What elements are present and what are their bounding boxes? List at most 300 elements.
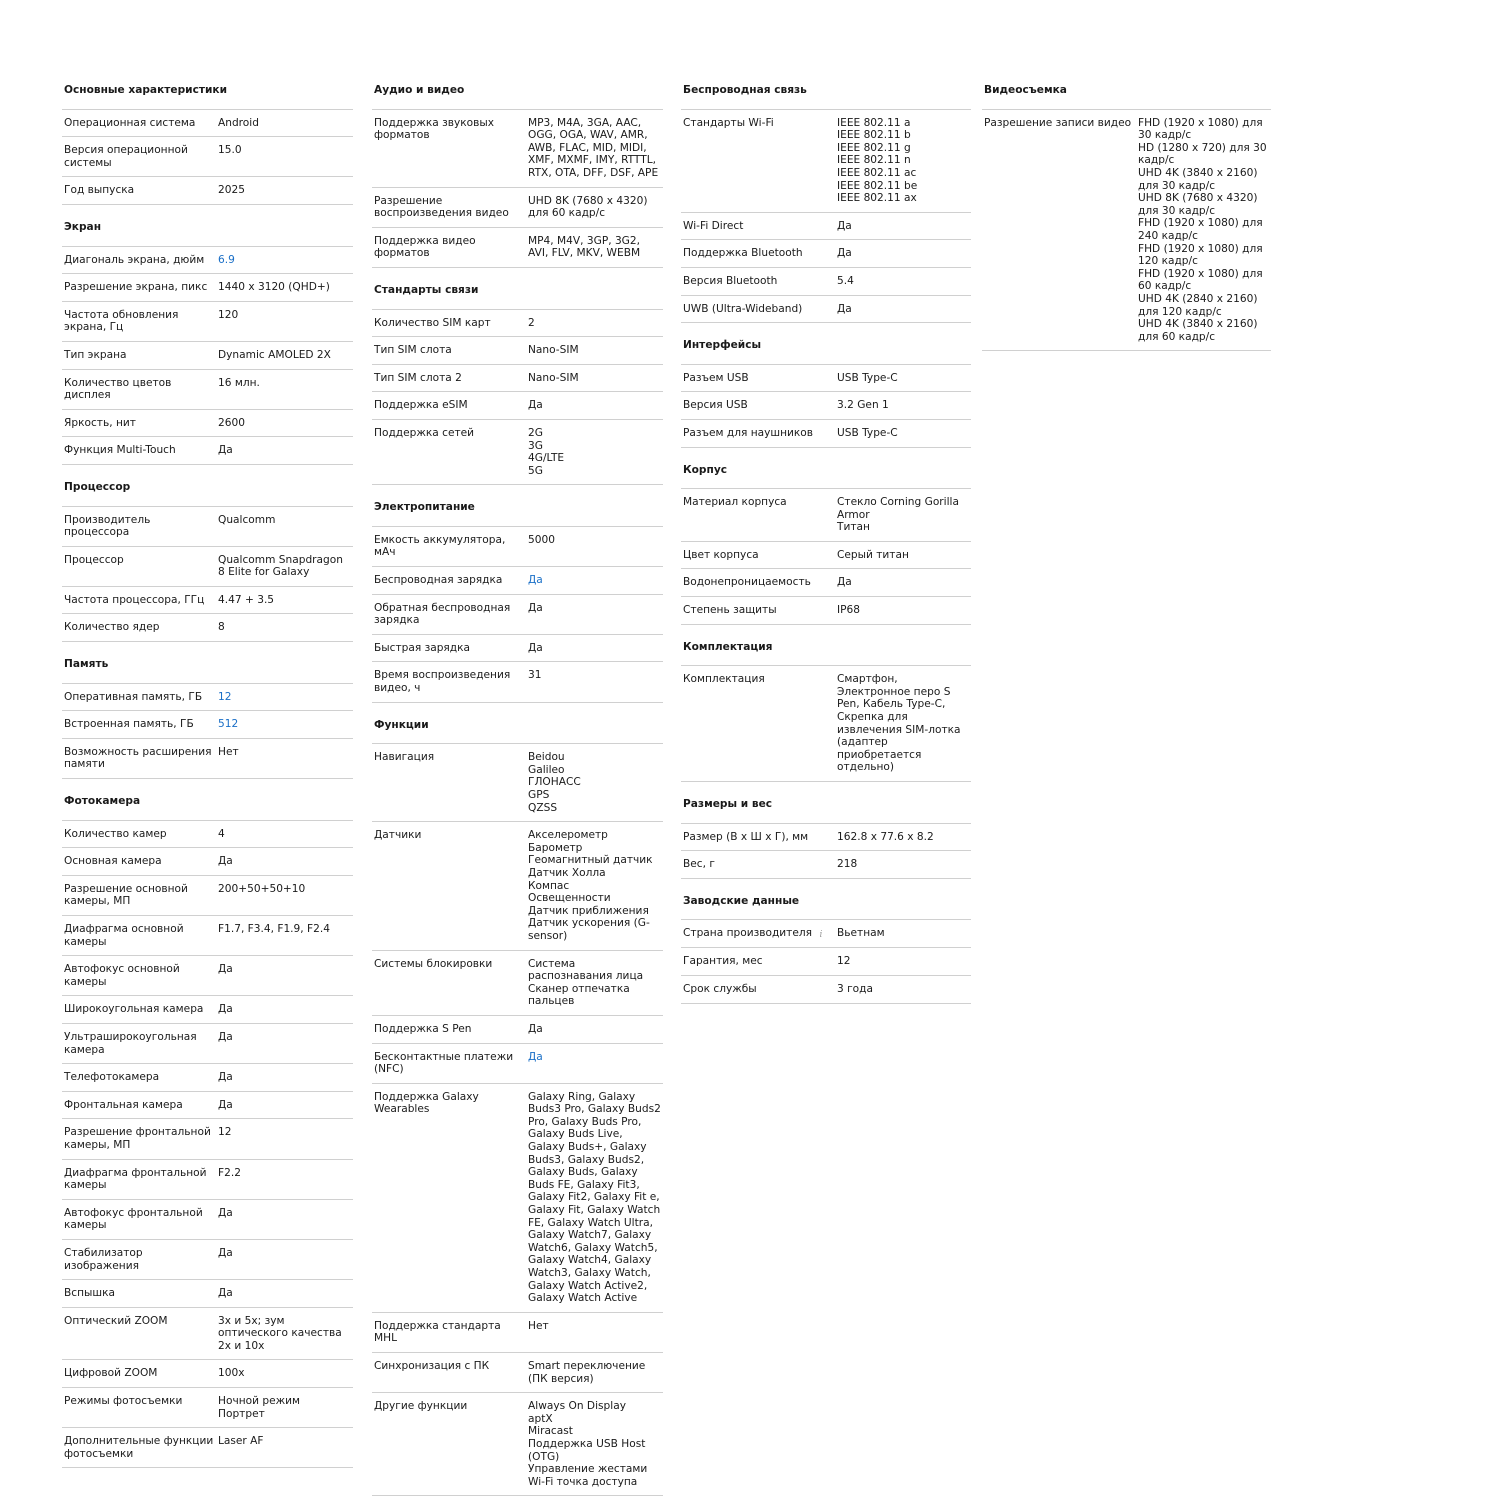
spec-label-text: Поддержка видео форматов [374, 234, 476, 260]
spec-value-line: 162.8 x 77.6 x 8.2 [837, 830, 934, 843]
spec-value-line: Портрет [218, 1407, 265, 1420]
spec-row [372, 595, 663, 635]
spec-label-text: Диагональ экрана, дюйм [64, 253, 205, 266]
spec-value-line: 200+50+50+10 [218, 882, 306, 895]
spec-label [374, 1320, 528, 1345]
spec-value[interactable] [528, 574, 661, 587]
spec-value [528, 534, 661, 559]
spec-label [374, 372, 528, 385]
spec-label [374, 642, 528, 655]
spec-label-text: Встроенная память, ГБ [64, 718, 194, 731]
spec-value-line: IEEE 802.11 ax [837, 192, 917, 205]
spec-value[interactable] [218, 254, 351, 267]
spec-label-text: Цвет корпуса [683, 548, 759, 561]
spec-value [218, 1031, 351, 1056]
spec-row [681, 542, 971, 570]
section-title: Видеосъемка [982, 82, 1271, 110]
spec-row [62, 848, 353, 876]
spec-row [62, 876, 353, 916]
spec-value [528, 317, 661, 330]
spec-value-line: 3 года [837, 982, 873, 995]
spec-row [982, 110, 1271, 352]
spec-label-text: Цифровой ZOOM [64, 1367, 158, 1380]
spec-value-line: Wi-Fi точка доступа [528, 1475, 638, 1488]
spec-value-line: Smart переключение (ПК версия) [528, 1359, 646, 1385]
spec-row [372, 1084, 663, 1313]
spec-row [62, 342, 353, 370]
spec-value [218, 1247, 351, 1272]
spec-row [372, 527, 663, 567]
spec-label-text: Поддержка Bluetooth [683, 247, 803, 260]
spec-label-text: Ультраширокоугольная камера [64, 1030, 197, 1056]
spec-value-line: Да [218, 855, 233, 868]
spec-value [528, 195, 661, 220]
spec-row [62, 916, 353, 956]
section-title: Экран [62, 219, 353, 247]
spec-value [528, 751, 661, 814]
spec-label-text: Страна производителя [683, 927, 812, 940]
spec-row [62, 1024, 353, 1064]
spec-row [62, 547, 353, 587]
spec-value-line: Да [528, 1022, 543, 1035]
spec-label [683, 427, 837, 440]
spec-label [64, 718, 218, 731]
spec-label-text: Материал корпуса [683, 496, 787, 509]
spec-value-link[interactable]: 512 [218, 718, 239, 731]
spec-label [374, 534, 528, 559]
spec-label-text: Широкоугольная камера [64, 1003, 204, 1016]
spec-value-line: MP3, M4A, 3GA, AAC, OGG, OGA, WAV, AMR, AWB, FLAC, MID, MIDI, XMF, MXMF, IMY, RTTTL, RTX, OTA, DFF, DSF, APE [528, 116, 659, 179]
spec-value-line: Nano-SIM [528, 344, 579, 357]
spec-label [64, 1315, 218, 1353]
spec-value-line: 3G [528, 439, 543, 452]
spec-value-line: QZSS [528, 801, 558, 814]
spec-value [528, 1320, 661, 1345]
spec-value-line: Miracast [528, 1425, 573, 1438]
spec-value-line: USB Type-C [837, 371, 898, 384]
spec-row [681, 948, 971, 976]
spec-value [218, 444, 351, 457]
spec-row [62, 137, 353, 177]
section-title: Заводские данные [681, 893, 971, 921]
spec-label-text: Версия операционной системы [64, 144, 188, 169]
spec-label-text: Процессор [64, 553, 124, 566]
spec-value [528, 1023, 661, 1036]
spec-label-text: Разрешение основной камеры, МП [64, 882, 188, 908]
section-title: Основные характеристики [62, 82, 353, 110]
spec-row [681, 569, 971, 597]
spec-row [372, 1044, 663, 1084]
spec-value [218, 554, 351, 579]
spec-label-text: Разрешение записи видео [984, 116, 1132, 129]
spec-value-line: IEEE 802.11 b [837, 129, 911, 142]
spec-label-text: Обратная беспроводная зарядка [374, 601, 511, 627]
spec-value-line: Геомагнитный датчик [528, 854, 653, 867]
spec-row [62, 370, 353, 410]
spec-label-text: Поддержка eSIM [374, 399, 468, 412]
spec-value [218, 746, 351, 771]
spec-value-link[interactable]: Да [528, 1050, 543, 1063]
spec-row [681, 420, 971, 448]
spec-value-line: UHD 4K (3840 x 2160) для 30 кадр/с [1138, 166, 1258, 192]
spec-value-line: Да [218, 963, 233, 976]
spec-value-line: 15.0 [218, 144, 242, 157]
spec-label [683, 858, 837, 871]
spec-label-text: Поддержка S Pen [374, 1022, 472, 1035]
spec-label-text: Функция Multi-Touch [64, 444, 176, 457]
spec-label [64, 281, 218, 294]
spec-label-text: Быстрая зарядка [374, 641, 471, 654]
spec-value [528, 1360, 661, 1385]
spec-value-line: 100x [218, 1367, 245, 1380]
spec-value-link[interactable]: 12 [218, 690, 232, 703]
spec-value [528, 669, 661, 694]
spec-row [62, 274, 353, 302]
spec-value-line: Поддержка USB Host (OTG) [528, 1437, 646, 1463]
spec-label [683, 673, 837, 774]
spec-value [218, 144, 351, 169]
spec-section [681, 82, 971, 323]
spec-value[interactable] [218, 718, 351, 731]
spec-value [218, 514, 351, 539]
spec-value [218, 184, 351, 197]
spec-row [681, 851, 971, 879]
spec-column-2 [372, 82, 663, 1510]
spec-label [64, 1207, 218, 1232]
spec-value-line: 4.47 + 3.5 [218, 593, 275, 606]
spec-value-line: 12 [837, 955, 851, 968]
spec-value [837, 399, 969, 412]
spec-value [218, 621, 351, 634]
spec-value [1138, 117, 1269, 344]
spec-value [837, 549, 969, 562]
spec-row [62, 507, 353, 547]
spec-label [64, 444, 218, 457]
spec-label [64, 746, 218, 771]
spec-value-line: Акселерометр [528, 829, 608, 842]
spec-value-line: Android [218, 116, 259, 129]
spec-label-text: Телефотокамера [64, 1071, 160, 1084]
spec-row [681, 824, 971, 852]
spec-value-line: 2600 [218, 416, 245, 429]
spec-label [64, 594, 218, 607]
spec-label-text: Другие функции [374, 1400, 468, 1413]
spec-label [64, 554, 218, 579]
spec-value-line: Серый титан [837, 548, 909, 561]
spec-row [681, 666, 971, 782]
spec-row [681, 597, 971, 625]
spec-label [374, 1360, 528, 1385]
spec-label-text: Количество цветов дисплея [64, 376, 172, 402]
spec-value-line: IEEE 802.11 ac [837, 166, 917, 179]
spec-value-line: 31 [528, 669, 542, 682]
section-title: Размеры и вес [681, 796, 971, 824]
spec-value-line: Управление жестами [528, 1463, 648, 1476]
spec-row [62, 587, 353, 615]
spec-label-text: Системы блокировки [374, 957, 493, 970]
spec-label-text: Режимы фотосъемки [64, 1395, 183, 1408]
spec-value [528, 372, 661, 385]
spec-value-line: Qualcomm Snapdragon 8 Elite for Galaxy [218, 553, 343, 579]
spec-value-line: Galileo [528, 763, 565, 776]
spec-value-line: Да [218, 1287, 233, 1300]
spec-value [837, 927, 969, 940]
spec-label-text: Количество ядер [64, 621, 160, 634]
spec-label [64, 621, 218, 634]
spec-value-line: MP4, M4V, 3GP, 3G2, AVI, FLV, MKV, WEBM [528, 234, 641, 260]
spec-value-line: 218 [837, 858, 858, 871]
spec-value [528, 1091, 661, 1305]
spec-label [64, 883, 218, 908]
spec-section [372, 499, 663, 702]
spec-row [62, 1092, 353, 1120]
spec-value [528, 1400, 661, 1488]
spec-label-text: Частота обновления экрана, Гц [64, 308, 179, 334]
spec-label-text: Возможность расширения памяти [64, 745, 212, 771]
spec-label [64, 691, 218, 704]
spec-label-text: Тип экрана [64, 348, 127, 361]
spec-value [218, 923, 351, 948]
spec-value-line: Освещенности [528, 892, 611, 905]
spec-value [218, 1395, 351, 1420]
info-icon[interactable]: i [819, 930, 823, 941]
spec-value-line: Да [218, 1098, 233, 1111]
spec-label [64, 1099, 218, 1112]
spec-label [683, 549, 837, 562]
spec-value-line: Датчик ускорения (G-sensor) [528, 917, 650, 942]
spec-value [837, 275, 969, 288]
spec-value-line: HD (1280 x 720) для 30 кадр/с [1138, 141, 1267, 167]
spec-label-text: Разрешение воспроизведения видео [374, 194, 509, 220]
spec-value-link[interactable]: Да [528, 574, 543, 587]
spec-row [62, 1119, 353, 1159]
spec-value [837, 427, 969, 440]
spec-label [683, 983, 837, 996]
spec-label [64, 1395, 218, 1420]
spec-label [374, 344, 528, 357]
spec-row [372, 567, 663, 595]
spec-label-text: Гарантия, мес [683, 955, 763, 968]
spec-value[interactable] [218, 691, 351, 704]
spec-section [681, 639, 971, 782]
spec-value-line: FHD (1920 x 1080) для 120 кадр/с [1138, 242, 1263, 268]
spec-label [683, 831, 837, 844]
spec-value [837, 831, 969, 844]
spec-value-line: Система распознавания лица [528, 957, 644, 983]
spec-label-text: Вспышка [64, 1287, 115, 1300]
spec-row [681, 976, 971, 1004]
spec-column-4 [982, 82, 1271, 365]
spec-row [372, 1393, 663, 1496]
spec-value-line: USB Type-C [837, 426, 898, 439]
spec-row [62, 821, 353, 849]
spec-value [218, 1099, 351, 1112]
spec-label-text: Тип SIM слота 2 [374, 371, 462, 384]
spec-row [62, 711, 353, 739]
spec-value-line: GPS [528, 789, 550, 801]
spec-value-line: Да [218, 1030, 233, 1043]
spec-value-line: aptX [528, 1412, 553, 1425]
spec-value-line: Да [218, 1003, 233, 1016]
spec-label [984, 117, 1138, 344]
spec-row [62, 177, 353, 205]
spec-label-text: Срок службы [683, 982, 757, 995]
spec-section [681, 796, 971, 879]
spec-value [218, 1003, 351, 1016]
spec-label [64, 1367, 218, 1380]
spec-label-text: Поддержка сетей [374, 426, 475, 439]
spec-value [837, 372, 969, 385]
spec-label [683, 496, 837, 534]
spec-label [374, 602, 528, 627]
spec-value [837, 955, 969, 968]
spec-value-line: Да [218, 1206, 233, 1219]
spec-label [374, 669, 528, 694]
spec-row [62, 1388, 353, 1428]
spec-value-line: UHD 8K (7680 x 4320) для 60 кадр/с [528, 194, 648, 220]
spec-label [374, 1091, 528, 1305]
spec-row [62, 614, 353, 642]
spec-value [218, 1367, 351, 1380]
spec-value-line: Да [837, 576, 852, 589]
spec-value-link[interactable]: 6.9 [218, 253, 235, 266]
section-title: Электропитание [372, 499, 663, 527]
spec-value [218, 117, 351, 130]
spec-value [528, 235, 661, 260]
spec-value-line: 4G/LTE [528, 452, 565, 465]
spec-label [374, 399, 528, 412]
spec-label-text: Производитель процессора [64, 513, 151, 539]
spec-value-line: IP68 [837, 604, 860, 617]
spec-row [62, 1200, 353, 1240]
spec-row [681, 268, 971, 296]
spec-label-text: Автофокус фронтальной камеры [64, 1206, 203, 1232]
spec-row [681, 392, 971, 420]
spec-value-line: 2G [528, 426, 543, 439]
spec-value-line: Датчик приближения [528, 904, 649, 917]
spec-label [683, 220, 837, 233]
spec-value-line: 3.2 Gen 1 [837, 399, 889, 412]
spec-label [64, 828, 218, 841]
spec-label-text: Диафрагма фронтальной камеры [64, 1166, 207, 1192]
spec-row [62, 1428, 353, 1468]
spec-label [64, 1167, 218, 1192]
spec-value-line: Да [528, 601, 543, 614]
spec-label [64, 377, 218, 402]
spec-row [372, 365, 663, 393]
spec-label [64, 417, 218, 430]
spec-value-line: Сканер отпечатка пальцев [528, 982, 630, 1008]
spec-column-1 [62, 82, 353, 1482]
spec-row [62, 410, 353, 438]
spec-value-line: Да [837, 219, 852, 232]
spec-value [218, 883, 351, 908]
spec-label-text: Основная камера [64, 855, 162, 868]
spec-label [374, 195, 528, 220]
spec-value-line: Да [218, 444, 233, 457]
spec-value-line: 2025 [218, 184, 245, 197]
spec-label-text: Автофокус основной камеры [64, 963, 180, 988]
spec-row [681, 240, 971, 268]
spec-label [683, 117, 837, 205]
spec-value-line: UHD 4K (3840 x 2160) для 60 кадр/с [1138, 318, 1258, 343]
spec-row [62, 1240, 353, 1280]
spec-label-text: Поддержка стандарта MHL [374, 1319, 501, 1345]
spec-value [837, 496, 969, 534]
spec-value [218, 855, 351, 868]
spec-section [62, 793, 353, 1468]
spec-value [528, 427, 661, 477]
spec-label [374, 235, 528, 260]
spec-label [683, 247, 837, 260]
spec-row [681, 365, 971, 393]
spec-label [374, 1400, 528, 1488]
spec-value [218, 1207, 351, 1232]
spec-label [64, 184, 218, 197]
spec-row [62, 302, 353, 342]
spec-label [64, 1031, 218, 1056]
spec-value-line: Qualcomm [218, 513, 276, 526]
spec-label [64, 855, 218, 868]
spec-label [374, 751, 528, 814]
spec-section [372, 82, 663, 268]
spec-label-text: Стабилизатор изображения [64, 1246, 143, 1272]
spec-value [528, 602, 661, 627]
spec-label-text: Стандарты Wi-Fi [683, 116, 774, 129]
spec-value [528, 117, 661, 180]
spec-label [64, 514, 218, 539]
spec-row [372, 228, 663, 268]
spec-label [683, 955, 837, 968]
spec-value[interactable] [528, 1051, 661, 1076]
spec-value-line: F1.7, F3.4, F1.9, F2.4 [218, 923, 330, 935]
spec-label-text: Синхронизация с ПК [374, 1359, 490, 1372]
spec-row [681, 213, 971, 241]
spec-label-text: Время воспроизведения видео, ч [374, 669, 511, 695]
spec-label-text: Оперативная память, ГБ [64, 690, 203, 703]
spec-label [64, 1247, 218, 1272]
spec-label [64, 144, 218, 169]
spec-column-3 [681, 82, 971, 1018]
spec-value-line: IEEE 802.11 be [837, 179, 918, 192]
spec-row [372, 822, 663, 950]
spec-label [374, 958, 528, 1008]
spec-value-line: Да [218, 1246, 233, 1259]
spec-value-line: 12 [218, 1126, 232, 1139]
spec-value [218, 377, 351, 402]
spec-value [218, 1071, 351, 1084]
spec-value [528, 344, 661, 357]
spec-label-text: Размер (В x Ш x Г), мм [683, 830, 809, 843]
spec-section [62, 219, 353, 465]
spec-row [62, 739, 353, 779]
spec-label-text: Вес, г [683, 858, 715, 871]
spec-label-text: Навигация [374, 751, 435, 764]
spec-label-text: Разъем USB [683, 371, 749, 384]
spec-label-text: Версия Bluetooth [683, 274, 778, 287]
spec-value-line: FHD (1920 x 1080) для 60 кадр/с [1138, 267, 1263, 293]
spec-value-line: Да [528, 641, 543, 654]
section-title: Фотокамера [62, 793, 353, 821]
spec-label-text: Емкость аккумулятора, мАч [374, 533, 506, 559]
spec-value-line: Нет [528, 1319, 549, 1332]
spec-label [64, 349, 218, 362]
spec-value [218, 1126, 351, 1151]
spec-section [62, 479, 353, 642]
spec-value-line: IEEE 802.11 a [837, 116, 911, 129]
section-title: Корпус [681, 462, 971, 490]
spec-label-text: Год выпуска [64, 184, 135, 197]
